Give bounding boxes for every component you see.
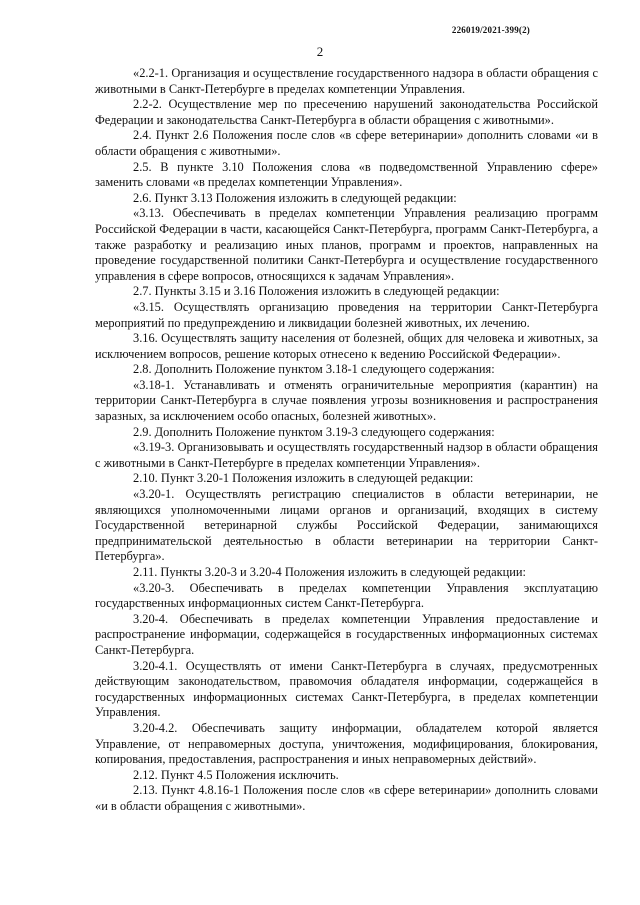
paragraph: 2.13. Пункт 4.8.16-1 Положения после слов «в сфере ветеринарии» дополнить словами «и в области обращения с животными». (95, 783, 598, 813)
page-number: 2 (316, 44, 324, 59)
paragraph: «3.20-1. Осуществлять регистрацию специалистов в области ветеринарии, не являющихся уполномоченными лицами органов и организаций, входящих в систему Государственной ветеринарной службы Российской Федерации, занимающихся предпринимательской деятельностью в области ветеринарии на территории Санкт-Петербурга». (95, 487, 598, 564)
paragraph: 2.9. Дополнить Положение пунктом 3.19-3 следующего содержания: (133, 424, 495, 439)
paragraph: «2.2-1. Организация и осуществление государственного надзора в области обращения с животными в Санкт-Петербурге в пределах компетенции Управления. (95, 66, 598, 96)
paragraph: «3.13. Обеспечивать в пределах компетенции Управления реализацию программ Российской Федерации в части, касающейся Санкт-Петербурга, программ Санкт-Петербурга, а также разработку и реализацию иных планов, программ и проектов, направленных на проведение государственной политики Санкт-Петербурга и осуществление государственного управления в сфере вопросов, относящихся к задачам Управления». (95, 206, 598, 283)
paragraph: «3.18-1. Устанавливать и отменять ограничительные мероприятия (карантин) на территории Санкт-Петербурга в случае появления угрозы возникновения и распространения заразных, за исключением особо опасных, болезней животных». (95, 377, 598, 424)
paragraph: «3.19-3. Организовывать и осуществлять государственный надзор в области обращения с животными в Санкт-Петербурге в пределах компетенции Управления». (95, 440, 598, 470)
paragraph: 2.6. Пункт 3.13 Положения изложить в следующей редакции: (133, 190, 457, 205)
document-registration-number: 226019/2021-399(2) (451, 25, 530, 35)
paragraph: 2.11. Пункты 3.20-3 и 3.20-4 Положения изложить в следующей редакции: (133, 565, 526, 579)
paragraph: «3.15. Осуществлять организацию проведения на территории Санкт-Петербурга мероприятий по предупреждению и ликвидации болезней животных, их лечению. (95, 299, 598, 330)
paragraph: 2.5. В пункте 3.10 Положения слова «в подведомственной Управлению сфере» заменить словами «в пределах компетенции Управления». (95, 159, 598, 190)
paragraph: 2.10. Пункт 3.20-1 Положения изложить в следующей редакции: (133, 471, 474, 486)
paragraph: 3.20-4.1. Осуществлять от имени Санкт-Петербурга в случаях, предусмотренных действующим законодательством, правомочия обладателя информации, содержащейся в государственных информационных системах Санкт-Петербурга, в пределах компетенции Управления. (95, 658, 598, 720)
paragraph: 3.20-4. Обеспечивать в пределах компетенции Управления предоставление и распространение информации, содержащейся в государственных информационных системах Санкт-Петербурга. (95, 611, 598, 657)
paragraph: 2.2-2. Осуществление мер по пресечению нарушений законодательства Российской Федерации и законодательства Санкт-Петербурга в области обращения с животными». (95, 97, 598, 127)
paragraph: 2.12. Пункт 4.5 Положения исключить. (133, 767, 339, 782)
paragraph: 3.20-4.2. Обеспечивать защиту информации, обладателем которой является Управление, от неправомерных доступа, уничтожения, модифицирования, блокирования, копирования, предоставления, распространения и иных неправомерных действий». (95, 720, 598, 767)
paragraph: 2.4. Пункт 2.6 Положения после слов «в сфере ветеринарии» дополнить словами «и в области обращения с животными». (95, 128, 598, 158)
paragraph: 3.16. Осуществлять защиту населения от болезней, общих для человека и животных, за исключением вопросов, решение которых отнесено к ведению Российской Федерации». (95, 331, 598, 361)
paragraph: 2.7. Пункты 3.15 и 3.16 Положения изложить в следующей редакции: (133, 284, 500, 299)
document-body (95, 66, 598, 815)
paragraph: 2.8. Дополнить Положение пунктом 3.18-1 следующего содержания: (133, 362, 495, 377)
paragraph: «3.20-3. Обеспечивать в пределах компетенции Управления эксплуатацию государственных информационных систем Санкт-Петербурга. (95, 580, 598, 611)
